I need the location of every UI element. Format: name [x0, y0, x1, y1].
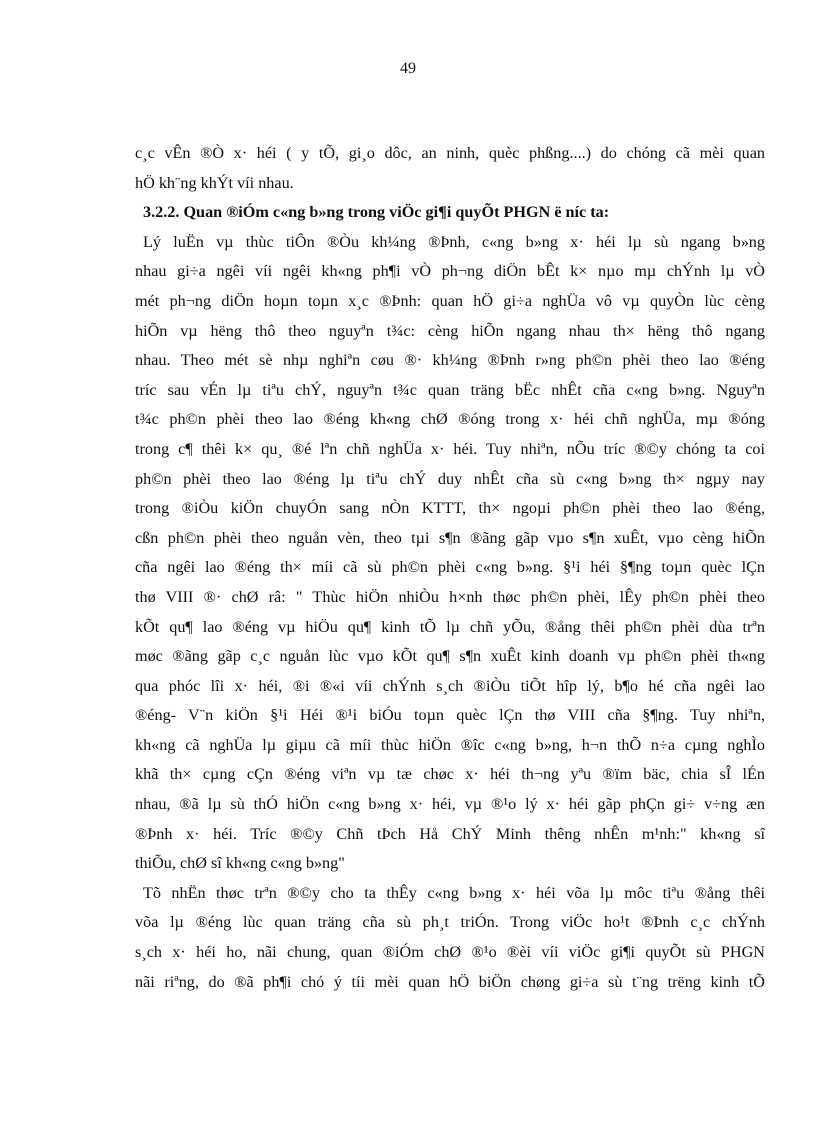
text-line: mét ph¬ng diÖn hoµn toµn x¸c ®Þnh: quan hÖ gi÷a nghÜa vô vµ quyÒn lùc cèng	[135, 291, 765, 310]
text-line: s¸ch x· héi ho, nãi chung, quan ®iÓm chØ ®¹o ®èi víi viÖc gi¶i quyÕt sù PHGN	[135, 943, 765, 962]
text-line: Tõ nhËn thøc trªn ®©y cho ta thÊy c«ng b»ng x· héi võa lµ môc tiªu ®ång thêi	[143, 883, 765, 902]
text-line: c¸c vÊn ®Ò x· héi ( y tÕ, gi¸o dôc, an ninh, quèc phßng....) do chóng cã mèi quan	[135, 144, 765, 162]
text-line: kÕt qu¶ lao ®éng vµ hiÖu qu¶ kinh tÕ lµ chñ yÕu, ®ång thêi ph©n phèi dùa trªn	[135, 617, 765, 636]
text-line: ®Þnh x· héi. Tríc ®©y Chñ tÞch Hå ChÝ Minh thêng nhÊn m¹nh:" kh«ng sî	[135, 824, 765, 843]
text-line: kh«ng cã nghÜa lµ giµu cã míi thùc hiÖn ®îc c«ng b»ng, h¬n thÕ n÷a cµng nghÌo	[135, 735, 765, 754]
text-line: võa lµ ®éng lùc quan träng cña sù ph¸t triÓn. Trong viÖc ho¹t ®Þnh c¸c chÝnh	[135, 913, 765, 932]
text-line: trong ®iÒu kiÖn chuyÓn sang nÒn KTTT, th× ngoµi ph©n phèi theo lao ®éng,	[135, 499, 765, 518]
text-line: Lý luËn vµ thùc tiÔn ®Òu kh¼ng ®Þnh, c«ng b»ng x· héi lµ sù ngang b»ng	[143, 232, 765, 251]
text-line: ®éng- V¨n kiÖn §¹i Héi ®¹i biÓu toµn quèc lÇn thø VIII cña §¶ng. Tuy nhiªn,	[135, 706, 765, 725]
text-line: nhau, ®ã lµ sù thÓ hiÖn c«ng b»ng x· héi, vµ ®¹o lý x· héi gãp phÇn gi÷ v÷ng æn	[135, 795, 765, 814]
text-line: thiÕu, chØ sî kh«ng c«ng b»ng"	[135, 854, 345, 873]
text-line: qua phóc lîi x· héi, ®i ®«i víi chÝnh s¸ch ®iÒu tiÕt hîp lý, b¶o hé cña ngêi lao	[135, 676, 765, 695]
text-line: tríc sau vÉn lµ tiªu chÝ, nguyªn t¾c quan träng bËc nhÊt cña c«ng b»ng. Nguyªn	[135, 380, 765, 399]
text-line: t¾c ph©n phèi theo lao ®éng kh«ng chØ ®óng trong x· héi chñ nghÜa, mµ ®óng	[135, 410, 765, 429]
text-line: trong c¶ thêi k× qu¸ ®é lªn chñ nghÜa x· héi. Tuy nhiªn, nÕu tríc ®©y chóng ta coi	[135, 439, 765, 458]
page-number: 49	[400, 60, 416, 77]
text-line: nãi riªng, do ®ã ph¶i chó ý tíi mèi quan hÖ biÖn chøng gi÷a sù t¨ng trëng kinh tÕ	[135, 972, 765, 991]
text-line: nhau. Theo mét sè nhµ nghiªn cøu ®· kh¼ng ®Þnh r»ng ph©n phèi theo lao ®éng	[135, 351, 765, 370]
text-line: cßn ph©n phèi theo nguån vèn, theo tµi s¶n ®ãng gãp vµo s¶n xuÊt, vµo cèng hiÕn	[135, 528, 765, 547]
text-line: khã th× cµng cÇn ®éng viªn vµ tæ chøc x· héi th¬ng yªu ®ïm bäc, chia sÎ lÉn	[135, 765, 765, 784]
text-line: cña ngêi lao ®éng th× míi cã sù ph©n phèi c«ng b»ng. §¹i héi §¶ng toµn quèc lÇn	[135, 558, 765, 577]
page-body	[135, 139, 765, 997]
text-line: hiÕn vµ hëng thô theo nguyªn t¾c: cèng hiÕn ngang nhau th× hëng thô ngang	[135, 321, 765, 340]
text-line: møc ®ãng gãp c¸c nguån lùc vµo kÕt qu¶ s¶n xuÊt kinh doanh vµ ph©n phèi th«ng	[135, 647, 765, 666]
text-line: nhau gi÷a ngêi víi ngêi kh«ng ph¶i vÒ ph¬ng diÖn bÊt k× nµo mµ chÝnh lµ vÒ	[135, 262, 765, 281]
section-heading: 3.2.2. Quan ®iÓm c«ng b»ng trong viÖc gi¶i quyÕt PHGN ë níc ta:	[143, 203, 610, 222]
text-line: hÖ kh¨ng khÝt víi nhau.	[135, 173, 294, 192]
text-line: thø VIII ®· chØ râ: " Thùc hiÖn nhiÒu h×nh thøc ph©n phèi, lÊy ph©n phèi theo	[135, 587, 765, 606]
text-line: ph©n phèi theo lao ®éng lµ tiªu chÝ duy nhÊt cña sù c«ng b»ng th× ngµy nay	[135, 469, 765, 488]
